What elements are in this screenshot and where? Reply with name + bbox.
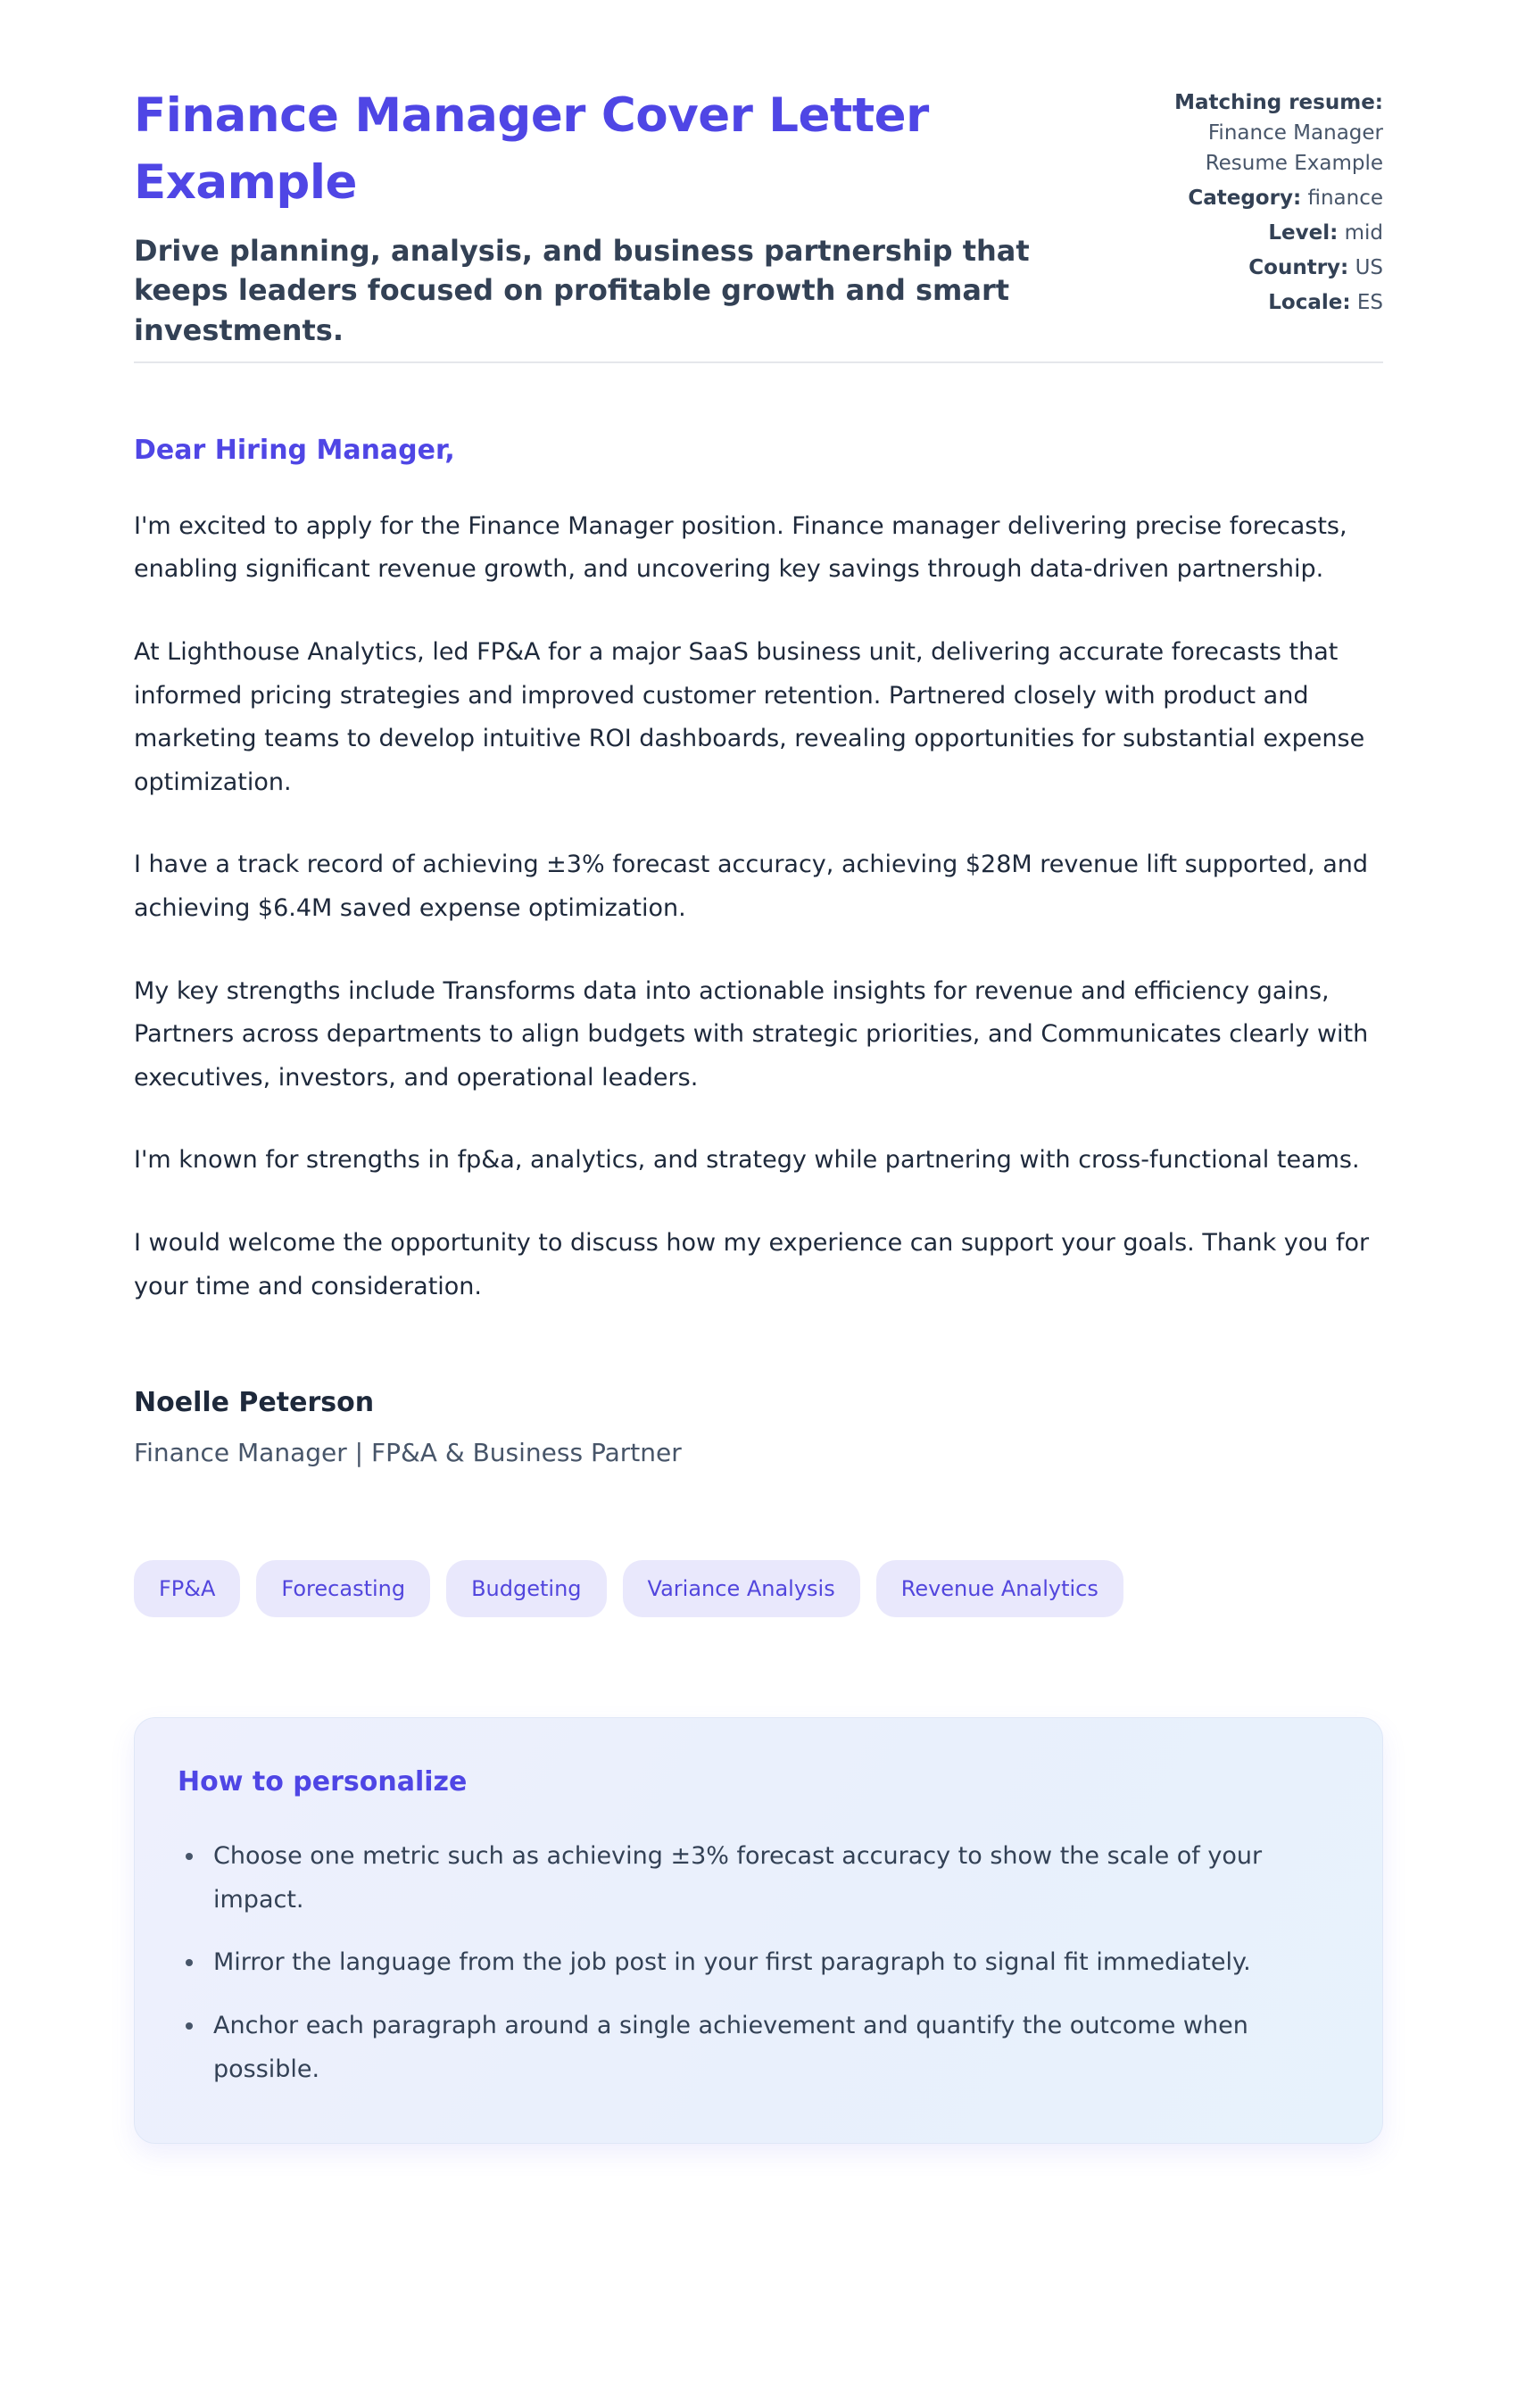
- meta-locale-value: ES: [1356, 291, 1383, 315]
- meta-level-label: Level:: [1268, 221, 1339, 245]
- page-header: [134, 82, 1383, 351]
- letter-paragraph: I would welcome the opportunity to discuss how my experience can support your goals. Thank you for your time and consideration.: [134, 1229, 1370, 1300]
- meta-country-value: US: [1355, 256, 1383, 280]
- meta-matching-resume-value: Finance Manager Resume Example: [1205, 121, 1383, 176]
- header-title-block: [134, 82, 1071, 351]
- skill-tags: [134, 1560, 1383, 1617]
- page-title: Finance Manager Cover Letter Example: [134, 88, 929, 211]
- letter-paragraph: At Lighthouse Analytics, led FP&A for a major SaaS business unit, delivering accurate forecasts that informed pricing strategies and improved customer retention. Partnered closely with product and marketing teams to develop intuitive ROI dashboards, revealing opportunities for substantial expense optimization.: [134, 638, 1365, 796]
- meta-locale-label: Locale:: [1268, 291, 1351, 315]
- resume-meta-panel: [1133, 82, 1383, 322]
- meta-category: [1133, 183, 1383, 213]
- letter-paragraph: I'm known for strengths in fp&a, analytics, and strategy while partnering with cross-functional teams.: [134, 1146, 1360, 1175]
- letter-salutation: Dear Hiring Manager,: [134, 434, 455, 466]
- meta-level: [1133, 218, 1383, 248]
- tag-chip: FP&A: [134, 1560, 240, 1617]
- signature-role: Finance Manager | FP&A & Business Partner: [134, 1438, 682, 1468]
- tag-chip: Budgeting: [446, 1560, 606, 1617]
- page-subtitle: Drive planning, analysis, and business partnership that keeps leaders focused on profitable growth and smart investments.: [134, 233, 1030, 348]
- tag-chip: Forecasting: [256, 1560, 430, 1617]
- header-divider: [134, 361, 1383, 363]
- meta-country-label: Country:: [1248, 256, 1349, 280]
- meta-level-value: mid: [1344, 221, 1383, 245]
- meta-matching-resume-label: Matching resume:: [1174, 91, 1383, 114]
- letter-paragraph: My key strengths include Transforms data into actionable insights for revenue and efficiency gains, Partners across departments to align budgets with strategic priorities, and Communicates clearly with executives, investors, and operational leaders.: [134, 976, 1369, 1092]
- letter-body: [134, 435, 1383, 1467]
- personalize-card: [134, 1717, 1383, 2144]
- signature-name: Noelle Peterson: [134, 1387, 375, 1419]
- tag-chip: Variance Analysis: [623, 1560, 860, 1617]
- meta-country: [1133, 253, 1383, 283]
- tag-chip: Revenue Analytics: [876, 1560, 1123, 1617]
- signature-block: [134, 1387, 1383, 1467]
- personalize-bullet: • Choose one metric such as achieving ±3% forecast accuracy to show the scale of your impact.: [206, 1835, 1339, 1922]
- letter-paragraph: I'm excited to apply for the Finance Manager position. Finance manager delivering precise forecasts, enabling significant revenue growth, and uncovering key savings through data-driven partnership.: [134, 511, 1347, 584]
- personalize-card-title: How to personalize: [178, 1766, 468, 1798]
- letter-paragraph: I have a track record of achieving ±3% forecast accuracy, achieving $28M revenue lift supported, and achieving $6.4M saved expense optimization.: [134, 851, 1368, 923]
- meta-matching-resume: [1133, 87, 1383, 179]
- personalize-bullet: • Anchor each paragraph around a single achievement and quantify the outcome when possible.: [206, 2005, 1339, 2091]
- personalize-bullet-list: [178, 1835, 1339, 2091]
- meta-category-value: finance: [1307, 187, 1383, 211]
- meta-locale: [1133, 287, 1383, 318]
- meta-category-label: Category:: [1188, 187, 1302, 211]
- personalize-bullet: • Mirror the language from the job post in your first paragraph to signal fit immediately.: [206, 1941, 1339, 1985]
